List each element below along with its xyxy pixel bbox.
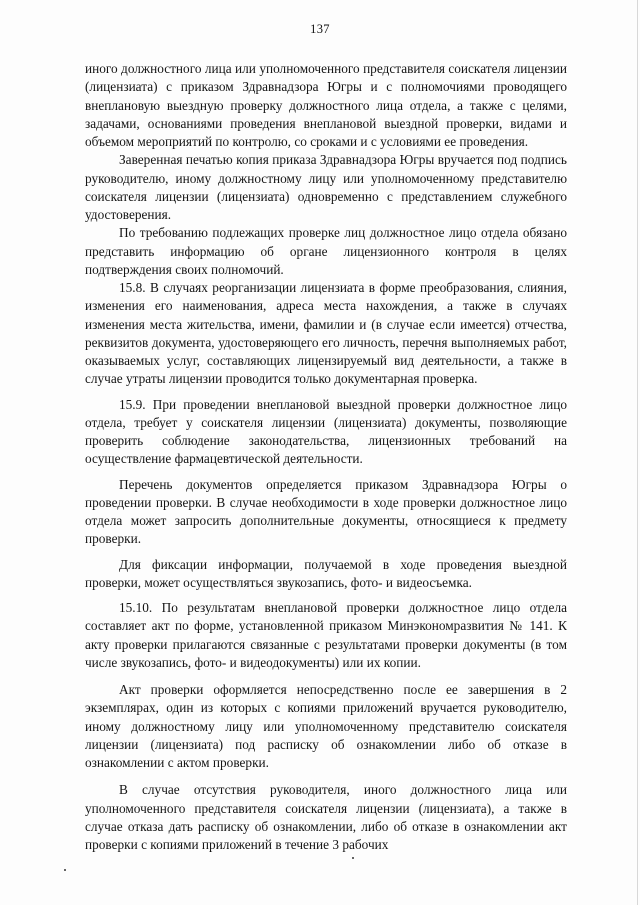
paragraph: иного должностного лица или уполномоченного представителя соискателя лицензии (лицензиата) с приказом Здравнадзора Югры и с полномочиями проводящего внеплановую выездную проверку должностного лица отдела, а также с целями, задачами, основаниями проведения внеплановой выездной проверки, видами и объемом мероприятий по контролю, со сроками и с условиями ее проведения. <box>85 61 567 149</box>
paragraph: Акт проверки оформляется непосредственно после ее завершения в 2 экземплярах, один из которых с копиями приложений вручается руководителю, иному должностному лицу или уполномоченному представителю соискателя лицензии (лицензиата) под расписку об ознакомлении либо об отказе в ознакомлении с актом проверки. <box>85 682 567 770</box>
paragraph: Заверенная печатью копия приказа Здравнадзора Югры вручается под подпись руководителю, иному должностному лицу или уполномоченному представителю соискателя лицензии (лицензиата) одновременно с представлением служебного удостоверения. <box>85 152 567 222</box>
paragraph: По требованию подлежащих проверке лиц должностное лицо отдела обязано представить информацию об органе лицензионного контроля в целях подтверждения своих полномочий. <box>85 225 567 277</box>
scan-edge <box>637 0 638 905</box>
paragraph: 15.10. По результатам внеплановой проверки должностное лицо отдела составляет акт по форме, установленной приказом Минэкономразвития № 141. К акту проверки прилагаются связанные с результатами проверки документы (в том числе звукозапись, фото- и видеодокументы) или их копии. <box>85 600 567 670</box>
scan-speck <box>352 857 354 859</box>
paragraph: В случае отсутствия руководителя, иного должностного лица или уполномоченного представителя соискателя лицензии (лицензиата), а также в случае отказа дать расписку об ознакомлении, либо об отказе в ознакомлении акт проверки с копиями приложений в течение 3 рабочих <box>85 782 567 852</box>
paragraph: 15.9. При проведении внеплановой выездной проверки должностное лицо отдела, требует у соискателя лицензии (лицензиата) документы, позволяющие проверить соблюдение законодательства, лицензионных требований на осуществление фармацевтической деятельности. <box>85 396 567 467</box>
document-body <box>85 60 567 854</box>
scan-speck <box>64 869 66 871</box>
paragraph: Перечень документов определяется приказом Здравнадзора Югры о проведении проверки. В случае необходимости в ходе проверки должностное лицо отдела может запросить дополнительные документы, относящиеся к предмету проверки. <box>85 476 567 547</box>
paragraph: Для фиксации информации, получаемой в ходе проведения выездной проверки, может осуществляться звукозапись, фото- и видеосъемка. <box>85 556 567 590</box>
page-number: 137 <box>310 22 330 36</box>
paragraph: 15.8. В случаях реорганизации лицензиата в форме преобразования, слияния, изменения его наименования, адреса места нахождения, а также в случаях изменения места жительства, имени, фамилии и (в случае если имеется) отчества, реквизитов документа, удостоверяющего его личность, перечня выполняемых работ, оказываемых услуг, составляющих лицензируемый вид деятельности, а также в случае утраты лицензии проводится только документарная проверка. <box>85 280 567 387</box>
